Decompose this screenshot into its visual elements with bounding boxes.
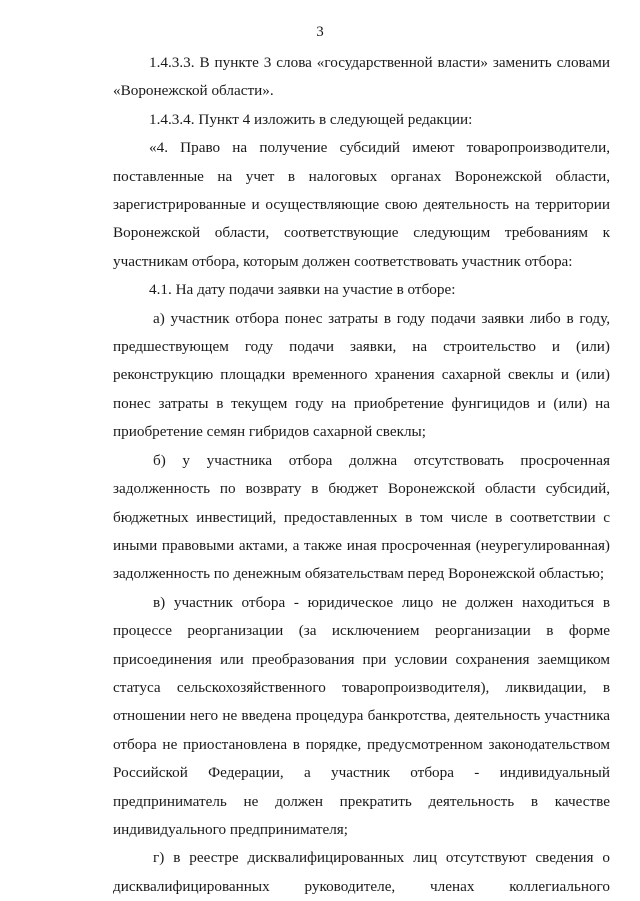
- paragraph-1-4-3-3: 1.4.3.3. В пункте 3 слова «государственной власти» заменить словами «Воронежской области».: [113, 54, 610, 100]
- paragraph-point-4: «4. Право на получение субсидий имеют товаропроизводители, поставленные на учет в налоговых органах Воронежской области, зарегистрированные и осуществляющие свою деятельность на территории Воронежской области, соответствующие следующим требованиям к участникам отбора, которым должен соответствовать участник отбора:: [113, 139, 610, 270]
- page-number: 3: [316, 24, 324, 40]
- paragraph-item-b: б) у участника отбора должна отсутствовать просроченная задолженность по возврату в бюджет Воронежской области субсидий, бюджетных инвестиций, предоставленных в том числе в соответствии с иными правовыми актами, а также иная просроченная (неурегулированная) задолженность по денежным обязательствам перед Воронежской областью;: [113, 451, 610, 583]
- paragraph-item-a: а) участник отбора понес затраты в году подачи заявки либо в году, предшествующем году подачи заявки, на строительство и (или) реконструкцию площадки временного хранения сахарной свеклы и (или) понес затраты в текущем году на приобретение фунгицидов и (или) на приобретение семян гибридов сахарной свеклы;: [113, 309, 610, 441]
- paragraph-item-g: г) в реестре дисквалифицированных лиц отсутствуют сведения о дисквалифицированных руководителе, членах коллегиального: [113, 849, 610, 895]
- paragraph-1-4-3-4: 1.4.3.4. Пункт 4 изложить в следующей редакции:: [149, 110, 473, 128]
- paragraph-4-1: 4.1. На дату подачи заявки на участие в отборе:: [149, 281, 456, 299]
- document-body: [113, 49, 610, 901]
- paragraph-item-v: в) участник отбора - юридическое лицо не должен находиться в процессе реорганизации (за исключением реорганизации в форме присоединения или преобразования при условии сохранения заемщиком статуса сельскохозяйственного товаропроизводителя), ликвидации, в отношении него не введена процедура банкротства, деятельность участника отбора не приостановлена в порядке, предусмотренном законодательством Российской Федерации, а участник отбора - индивидуальный предприниматель не должен прекратить деятельность в качестве индивидуального предпринимателя;: [113, 593, 610, 838]
